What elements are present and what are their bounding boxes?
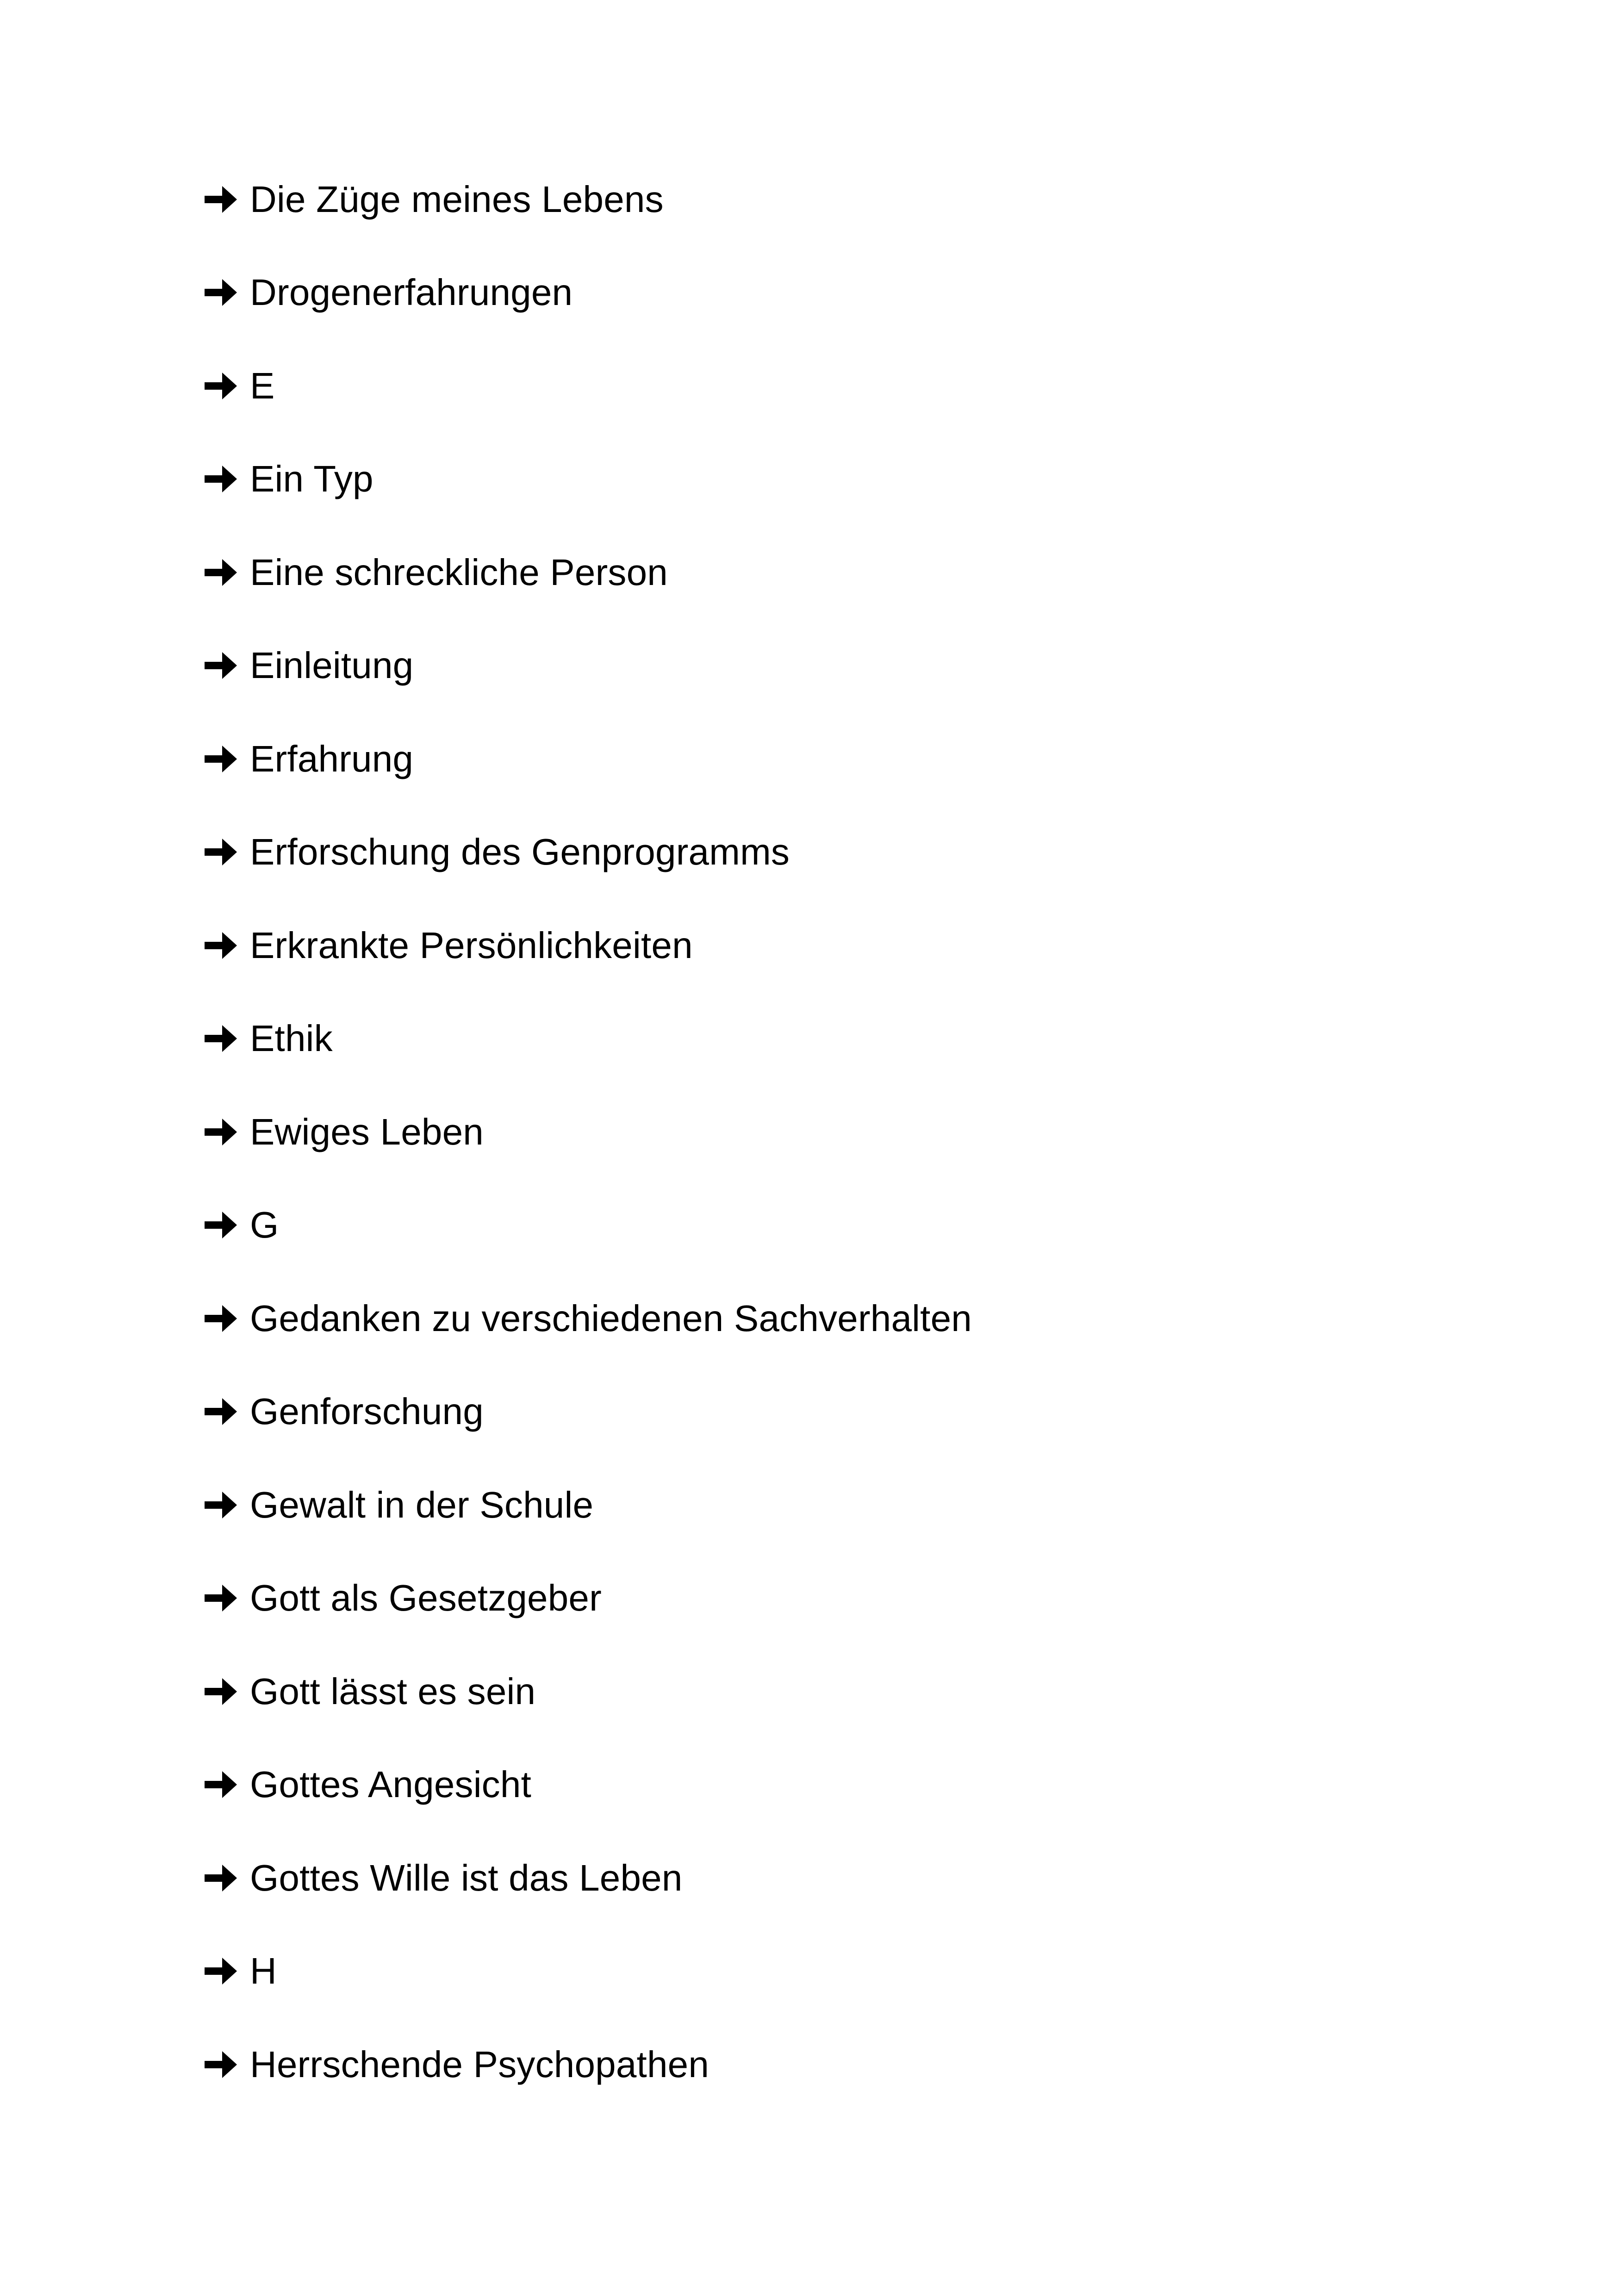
entry-label: H xyxy=(250,1950,277,1992)
right-arrow-icon xyxy=(204,1489,240,1521)
list-item xyxy=(204,1272,972,1365)
entry-label: Gott lässt es sein xyxy=(250,1670,536,1712)
right-arrow-icon xyxy=(204,2048,240,2081)
list-item xyxy=(204,246,972,340)
list-item xyxy=(204,899,972,992)
list-item xyxy=(204,992,972,1086)
right-arrow-icon xyxy=(204,1675,240,1708)
list-item xyxy=(204,1179,972,1272)
entry-label: Genforschung xyxy=(250,1391,484,1432)
list-item xyxy=(204,1738,972,1832)
right-arrow-icon xyxy=(204,836,240,868)
entry-list xyxy=(204,153,972,2111)
list-item xyxy=(204,806,972,899)
entry-label: E xyxy=(250,365,275,406)
entry-label: Gottes Angesicht xyxy=(250,1764,532,1805)
entry-label: Die Züge meines Lebens xyxy=(250,178,664,220)
right-arrow-icon xyxy=(204,1302,240,1335)
right-arrow-icon xyxy=(204,743,240,775)
entry-label: Erfahrung xyxy=(250,738,414,779)
list-item xyxy=(204,1645,972,1738)
entry-label: Erforschung des Genprogramms xyxy=(250,831,790,873)
list-item xyxy=(204,1552,972,1645)
list-item xyxy=(204,619,972,713)
list-item xyxy=(204,526,972,619)
right-arrow-icon xyxy=(204,929,240,962)
right-arrow-icon xyxy=(204,370,240,402)
right-arrow-icon xyxy=(204,1116,240,1148)
list-item xyxy=(204,433,972,526)
right-arrow-icon xyxy=(204,1582,240,1614)
entry-label: Ein Typ xyxy=(250,458,373,500)
entry-label: Gott als Gesetzgeber xyxy=(250,1577,602,1619)
right-arrow-icon xyxy=(204,1955,240,1987)
right-arrow-icon xyxy=(204,649,240,682)
right-arrow-icon xyxy=(204,1209,240,1241)
entry-label: G xyxy=(250,1204,279,1246)
entry-label: Drogenerfahrungen xyxy=(250,272,573,313)
entry-label: Ewiges Leben xyxy=(250,1111,484,1152)
entry-label: Erkrankte Persönlichkeiten xyxy=(250,924,693,966)
list-item xyxy=(204,2018,972,2111)
list-item xyxy=(204,339,972,433)
list-item xyxy=(204,712,972,806)
entry-label: Ethik xyxy=(250,1018,333,1059)
right-arrow-icon xyxy=(204,463,240,495)
entry-label: Gottes Wille ist das Leben xyxy=(250,1857,683,1898)
list-item xyxy=(204,1925,972,2018)
right-arrow-icon xyxy=(204,1022,240,1055)
entry-label: Gedanken zu verschiedenen Sachverhalten xyxy=(250,1297,972,1339)
entry-label: Gewalt in der Schule xyxy=(250,1484,594,1525)
list-item xyxy=(204,1085,972,1179)
right-arrow-icon xyxy=(204,1395,240,1428)
right-arrow-icon xyxy=(204,183,240,216)
entry-label: Einleitung xyxy=(250,645,414,686)
list-item xyxy=(204,1365,972,1459)
right-arrow-icon xyxy=(204,1768,240,1801)
list-item xyxy=(204,1458,972,1552)
right-arrow-icon xyxy=(204,276,240,309)
entry-label: Herrschende Psychopathen xyxy=(250,2043,709,2085)
list-item xyxy=(204,153,972,246)
right-arrow-icon xyxy=(204,556,240,589)
right-arrow-icon xyxy=(204,1862,240,1894)
entry-label: Eine schreckliche Person xyxy=(250,551,668,593)
list-item xyxy=(204,1831,972,1925)
